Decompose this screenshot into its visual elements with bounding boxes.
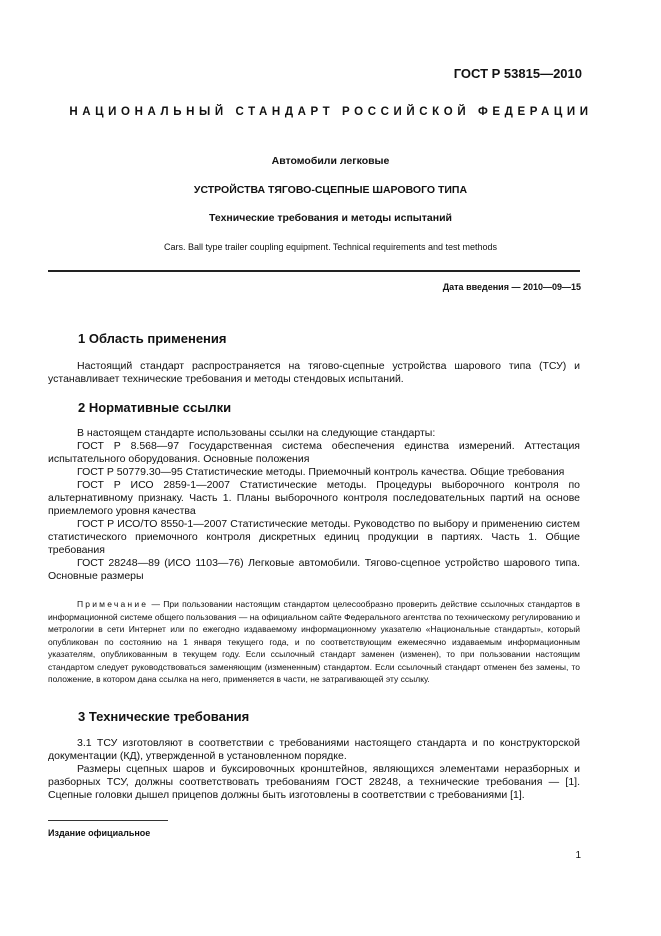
reference-item: ГОСТ Р ИСО/ТО 8550-1—2007 Статистические методы. Руководство по выбору и применению систем статистического приемочного контроля дискретных единиц продукции в партиях. Часть 1. Общие требования: [48, 518, 580, 556]
title-divider: [48, 270, 580, 272]
title-english: Cars. Ball type trailer coupling equipment. Technical requirements and test methods: [163, 242, 497, 252]
title-main: УСТРОЙСТВА ТЯГОВО-СЦЕПНЫЕ ШАРОВОГО ТИПА: [193, 184, 468, 196]
section-2-title: 2 Нормативные ссылки: [78, 400, 232, 415]
page-number: 1: [575, 850, 581, 861]
reference-item: ГОСТ Р 8.568—97 Государственная система обеспечения единства измерений. Аттестация испытательного оборудования. Основные положения: [48, 440, 580, 465]
publication-note: Издание официальное: [48, 828, 151, 838]
section-3-title: 3 Технические требования: [78, 709, 250, 724]
introduction-date: Дата введения — 2010—09—15: [442, 282, 581, 292]
note-block: [48, 598, 580, 686]
section-1-body: [48, 360, 580, 386]
section-1-paragraph: Настоящий стандарт распространяется на тягово-сцепные устройства шарового типа (ТСУ) и устанавливает технические требования и методы стендовых испытаний.: [48, 360, 580, 385]
section-3-body: [48, 737, 580, 802]
national-standard-heading: НАЦИОНАЛЬНЫЙ СТАНДАРТ РОССИЙСКОЙ ФЕДЕРАЦИИ: [69, 106, 593, 118]
reference-item: ГОСТ 28248—89 (ИСО 1103—76) Легковые автомобили. Тягово-сцепное устройство шарового типа. Основные размеры: [48, 557, 580, 582]
note-label: Примечание: [77, 599, 149, 609]
section-2-intro: В настоящем стандарте использованы ссылки на следующие стандарты:: [77, 427, 436, 439]
note-text: — При пользовании настоящим стандартом целесообразно проверить действие ссылочных стандартов в информационной системе общего пользования — на официальном сайте Федерального агентства по техническому регулированию и метрологии в сети Интернет или по ежегодно издаваемому информационному указателю «Национальные стандарты», который опубликован по состоянию на 1 января текущего года, и по соответствующим ежемесячно издаваемым информационным указателям, опубликованным в текущем году. Если ссылочный стандарт заменен (изменен), то при пользовании настоящим стандартом следует руководствоваться заменяющим (измененным) стандартом. Если ссылочный стандарт отменен без замены, то положение, в котором дана ссылка на него, применяется в части, не затрагивающей эту ссылку.: [48, 599, 580, 684]
document-code: ГОСТ Р 53815—2010: [453, 66, 582, 81]
title-subtitle: Технические требования и методы испытаний: [209, 212, 452, 224]
reference-item: ГОСТ Р 50779.30—95 Статистические методы. Приемочный контроль качества. Общие требования: [77, 466, 565, 478]
title-category: Автомобили легковые: [271, 155, 390, 167]
section-3-paragraph: Размеры сцепных шаров и буксировочных кронштейнов, являющихся элементами неразборных и разборных ТСУ, должны соответствовать требованиям ГОСТ 28248, а технические требования — [1]. Сцепные головки дышел прицепов должны быть изготовлены в соответствии с требованиями [1].: [48, 763, 580, 801]
note-paragraph: [48, 598, 580, 686]
section-2-body: [48, 427, 580, 583]
section-3-paragraph: 3.1 ТСУ изготовляют в соответствии с требованиями настоящего стандарта и по конструкторской документации (КД), утвержденной в установленном порядке.: [48, 737, 580, 762]
footer-divider: [48, 820, 168, 821]
section-1-title: 1 Область применения: [78, 331, 227, 346]
reference-item: ГОСТ Р ИСО 2859-1—2007 Статистические методы. Процедуры выборочного контроля по альтернативному признаку. Часть 1. Планы выборочного контроля последовательных партий на основе приемлемого уровня качества: [48, 479, 580, 517]
